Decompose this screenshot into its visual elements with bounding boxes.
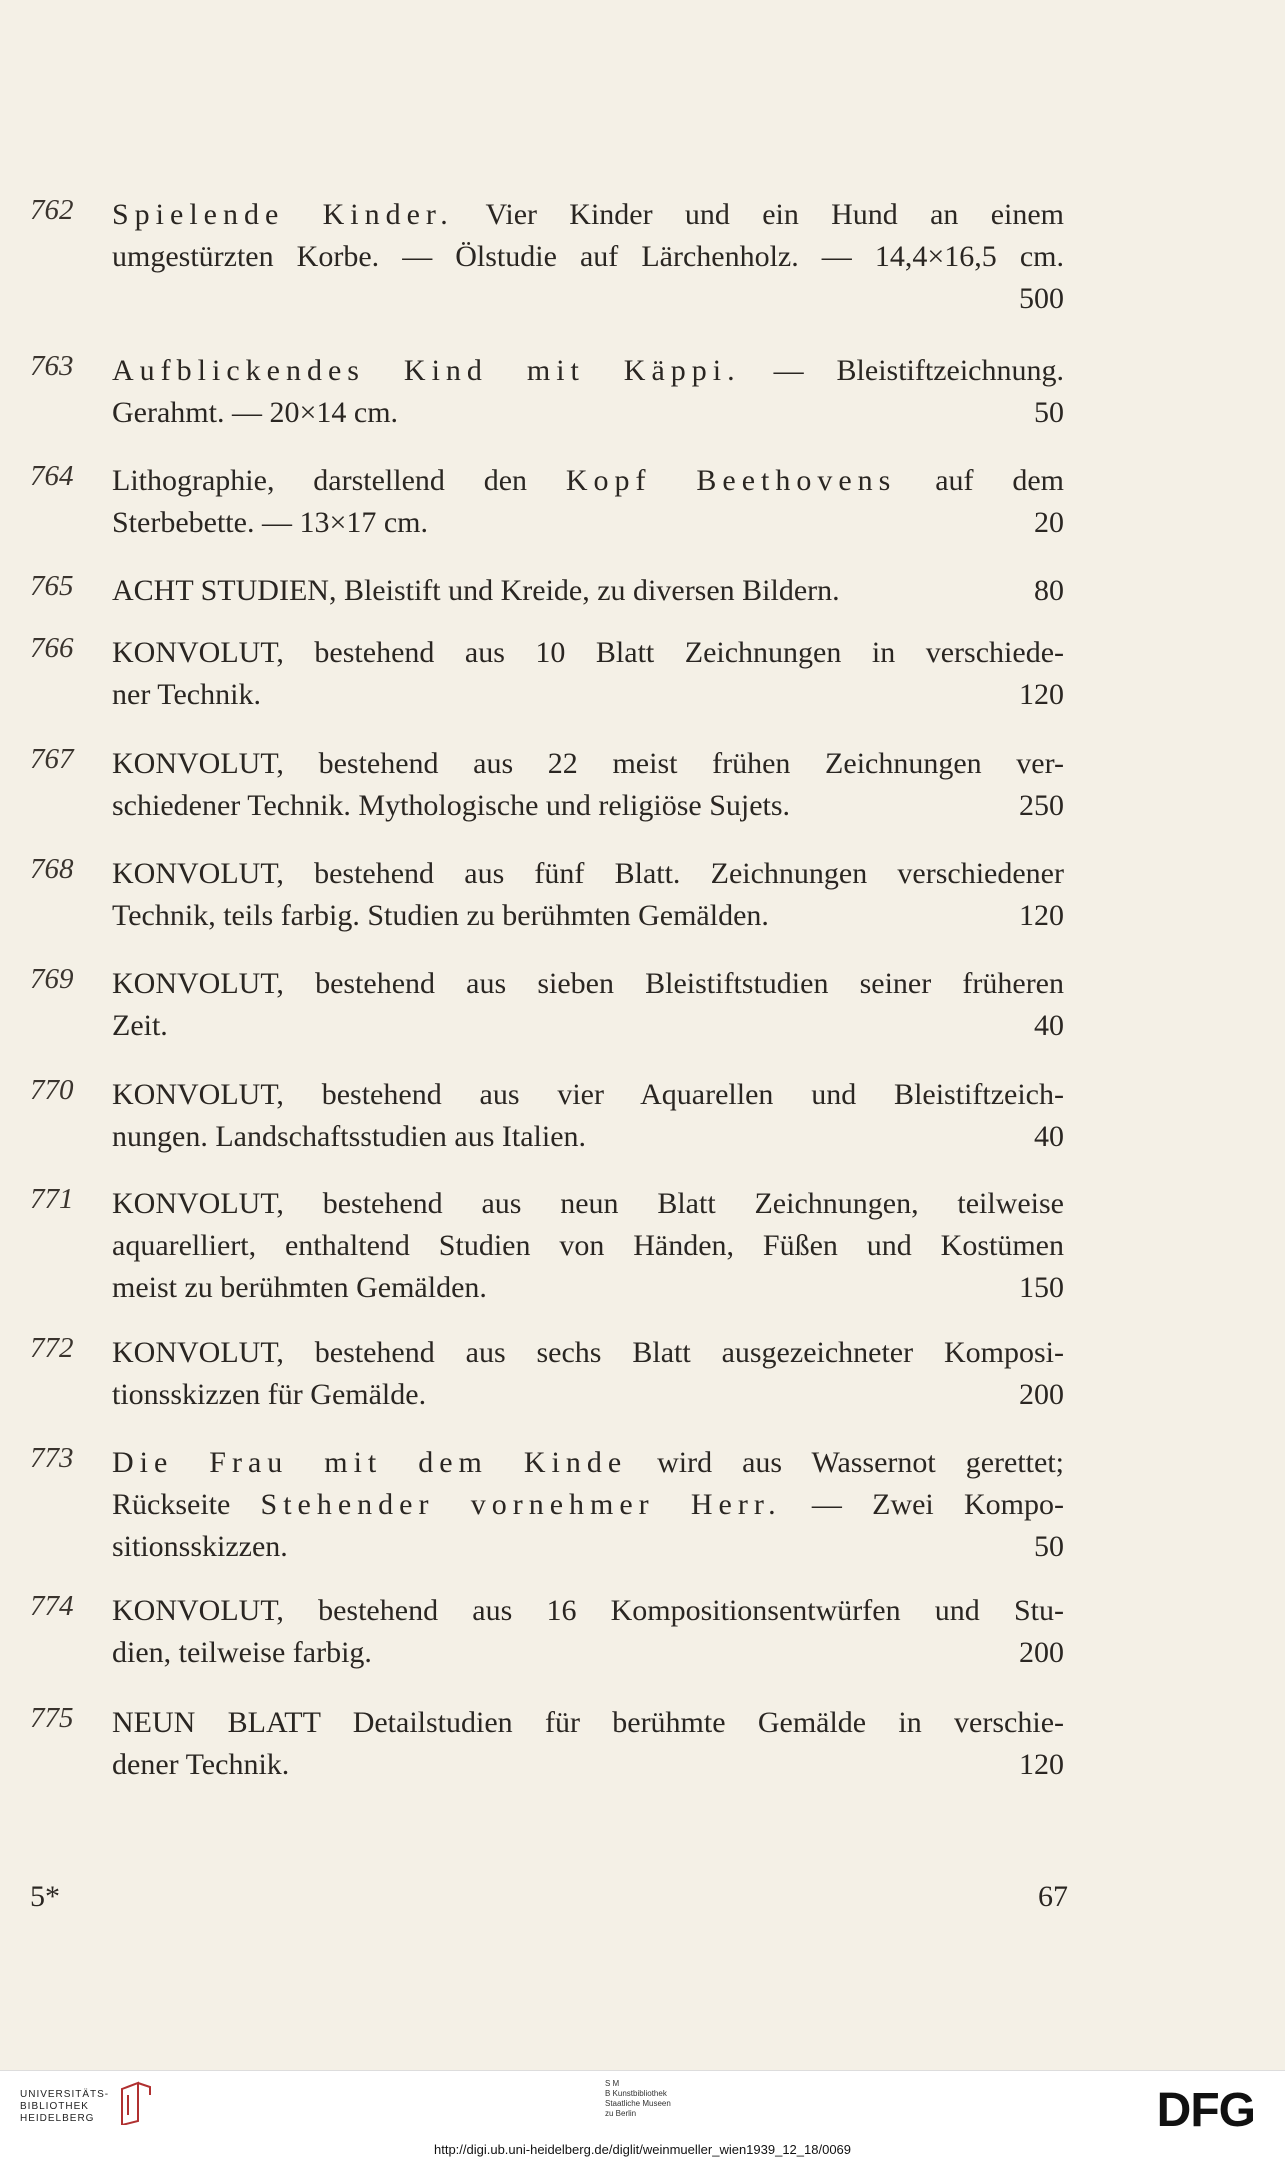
lot-price: 200 [1019,1636,1064,1669]
text-run: KONVOLUT, bestehend aus sechs Blatt ausgezeichneter Komposi- [112,1336,1064,1369]
description-line [112,1744,1064,1786]
lot-number: 762 [30,194,74,226]
lot-description [112,1183,1064,1309]
lot-description [112,1332,1064,1416]
lot-description [112,350,1064,434]
lot-number: 770 [30,1074,74,1106]
lot-description [112,1074,1064,1158]
description-line [112,194,1064,236]
description-line [112,1442,1064,1484]
description-line [112,853,1064,895]
lot-description [112,570,1064,612]
lot-price: 50 [1034,1530,1064,1563]
lot-description [112,1442,1064,1568]
lot-description [112,853,1064,937]
text-run: Vier Kinder und ein Hund an einem [453,198,1064,231]
dfg-logo[interactable]: DFG [1156,2084,1255,2137]
lot-price: 80 [1034,574,1064,607]
lot-description [112,743,1064,827]
description-line [112,1225,1064,1267]
description-line [112,1484,1064,1526]
text-run: Lithographie, darstellend den [112,464,566,497]
description-line [112,785,1064,827]
spaced-title-text: Aufblickendes Kind mit Käppi. [112,354,741,387]
catalog-entry [30,632,1070,716]
lot-number: 769 [30,963,74,995]
description-line [112,1632,1064,1674]
lot-number: 774 [30,1590,74,1622]
catalog-entry [30,460,1070,544]
lot-description [112,632,1064,716]
lot-price: 250 [1019,789,1064,822]
description-line [112,674,1064,716]
lot-description [112,1702,1064,1786]
description-line [112,392,1064,434]
text-run: ner Technik. [112,678,261,711]
text-run: nungen. Landschaftsstudien aus Italien. [112,1120,587,1153]
lot-number: 772 [30,1332,74,1364]
description-line [112,963,1064,1005]
text-run: KONVOLUT, bestehend aus 22 meist frühen Zeichnungen ver- [112,747,1064,780]
description-line [112,1332,1064,1374]
catalog-entry [30,194,1070,320]
text-run: aquarelliert, enthaltend Studien von Händen, Füßen und Kostümen [112,1229,1064,1262]
description-line [112,236,1064,278]
text-run: KONVOLUT, bestehend aus neun Blatt Zeichnungen, teilweise [112,1187,1064,1220]
lot-number: 771 [30,1183,74,1215]
text-run: KONVOLUT, bestehend aus fünf Blatt. Zeichnungen verschiedener [112,857,1064,890]
description-line [112,1374,1064,1416]
lot-price: 50 [1034,396,1064,429]
lot-price: 20 [1034,506,1064,539]
text-run: — Zwei Kompo- [781,1488,1064,1521]
spaced-title-text: Stehender vornehmer Herr. [260,1488,782,1521]
lot-price: 150 [1019,1271,1064,1304]
text-run: wird aus Wassernot gerettet; [627,1446,1064,1479]
permalink-url[interactable]: http://digi.ub.uni-heidelberg.de/diglit/weinmueller_wien1939_12_18/0069 [433,2142,852,2157]
text-run: Zeit. [112,1009,168,1042]
description-line [112,1074,1064,1116]
lot-number: 766 [30,632,74,664]
text-run: schiedener Technik. Mythologische und religiöse Sujets. [112,789,791,822]
viewer-footer-bar [0,2070,1285,2162]
catalog-entry [30,1702,1070,1786]
spaced-title-text: Kopf Beethovens [565,464,897,497]
spaced-title-text: Die Frau mit dem Kinde [112,1446,628,1479]
text-run: meist zu berühmten Gemälden. [112,1271,487,1304]
text-run: umgestürzten Korbe. — Ölstudie auf Lärchenholz. — 14,4×16,5 cm. [112,240,1064,273]
description-line [112,743,1064,785]
text-run: sitionsskizzen. [112,1530,288,1563]
text-run: dien, teilweise farbig. [112,1636,372,1669]
description-line [112,350,1064,392]
spaced-title-text: Spielende Kinder. [112,198,454,231]
text-run: Rückseite [112,1488,261,1521]
catalog-entry [30,1590,1070,1674]
description-line [112,1526,1064,1568]
lot-number: 768 [30,853,74,885]
lot-price: 500 [1019,282,1064,315]
catalog-entry [30,963,1070,1047]
description-line [112,1702,1064,1744]
lot-description [112,1590,1064,1674]
museum-credit: S M B Kunstbibliothek Staatliche Museen zu Berlin [605,2079,671,2118]
catalog-entry [30,1442,1070,1568]
description-line [112,632,1064,674]
lot-number: 775 [30,1702,74,1734]
lot-price: 200 [1019,1378,1064,1411]
description-line [112,278,1064,320]
lot-price: 120 [1019,899,1064,932]
text-run: Sterbebette. — 13×17 cm. [112,506,429,539]
catalog-entry [30,570,1070,612]
lot-description [112,460,1064,544]
description-line [112,1183,1064,1225]
text-run: auf dem [896,464,1064,497]
description-line [112,1590,1064,1632]
lot-number: 764 [30,460,74,492]
signature-mark: 5* [30,1880,60,1913]
text-run: tionsskizzen für Gemälde. [112,1378,427,1411]
text-run: KONVOLUT, bestehend aus vier Aquarellen und Bleistiftzeich- [112,1078,1064,1111]
text-run: — Bleistiftzeichnung. [740,354,1064,387]
description-line [112,1267,1064,1309]
text-run: Gerahmt. — 20×14 cm. [112,396,399,429]
page-number: 67 [1038,1880,1068,1913]
lot-number: 773 [30,1442,74,1474]
lot-description [112,194,1064,320]
description-line [112,1005,1064,1047]
description-line [112,1116,1064,1158]
catalog-entry [30,1332,1070,1416]
text-run: NEUN BLATT Detailstudien für berühmte Gemälde in verschie- [112,1706,1064,1739]
description-line [112,460,1064,502]
text-run: KONVOLUT, bestehend aus 16 Kompositionsentwürfen und Stu- [112,1594,1064,1627]
text-run: dener Technik. [112,1748,290,1781]
catalog-entry [30,350,1070,434]
university-logo-icon[interactable] [118,2081,154,2125]
text-run: KONVOLUT, bestehend aus sieben Bleistiftstudien seiner früheren [112,967,1064,1000]
lot-price: 40 [1034,1009,1064,1042]
lot-description [112,963,1064,1047]
catalog-entry [30,853,1070,937]
catalog-entry [30,743,1070,827]
lot-price: 120 [1019,678,1064,711]
description-line [112,895,1064,937]
lot-price: 120 [1019,1748,1064,1781]
catalog-entry [30,1183,1070,1309]
description-line [112,570,1064,612]
lot-number: 765 [30,570,74,602]
lot-number: 767 [30,743,74,775]
text-run: Technik, teils farbig. Studien zu berühmten Gemälden. [112,899,769,932]
catalog-entry [30,1074,1070,1158]
lot-price: 40 [1034,1120,1064,1153]
text-run: KONVOLUT, bestehend aus 10 Blatt Zeichnungen in verschiede- [112,636,1064,669]
university-library-label[interactable]: UNIVERSITÄTS- BIBLIOTHEK HEIDELBERG [20,2089,110,2124]
text-run: ACHT STUDIEN, Bleistift und Kreide, zu diversen Bildern. [112,574,840,607]
lot-number: 763 [30,350,74,382]
description-line [112,502,1064,544]
